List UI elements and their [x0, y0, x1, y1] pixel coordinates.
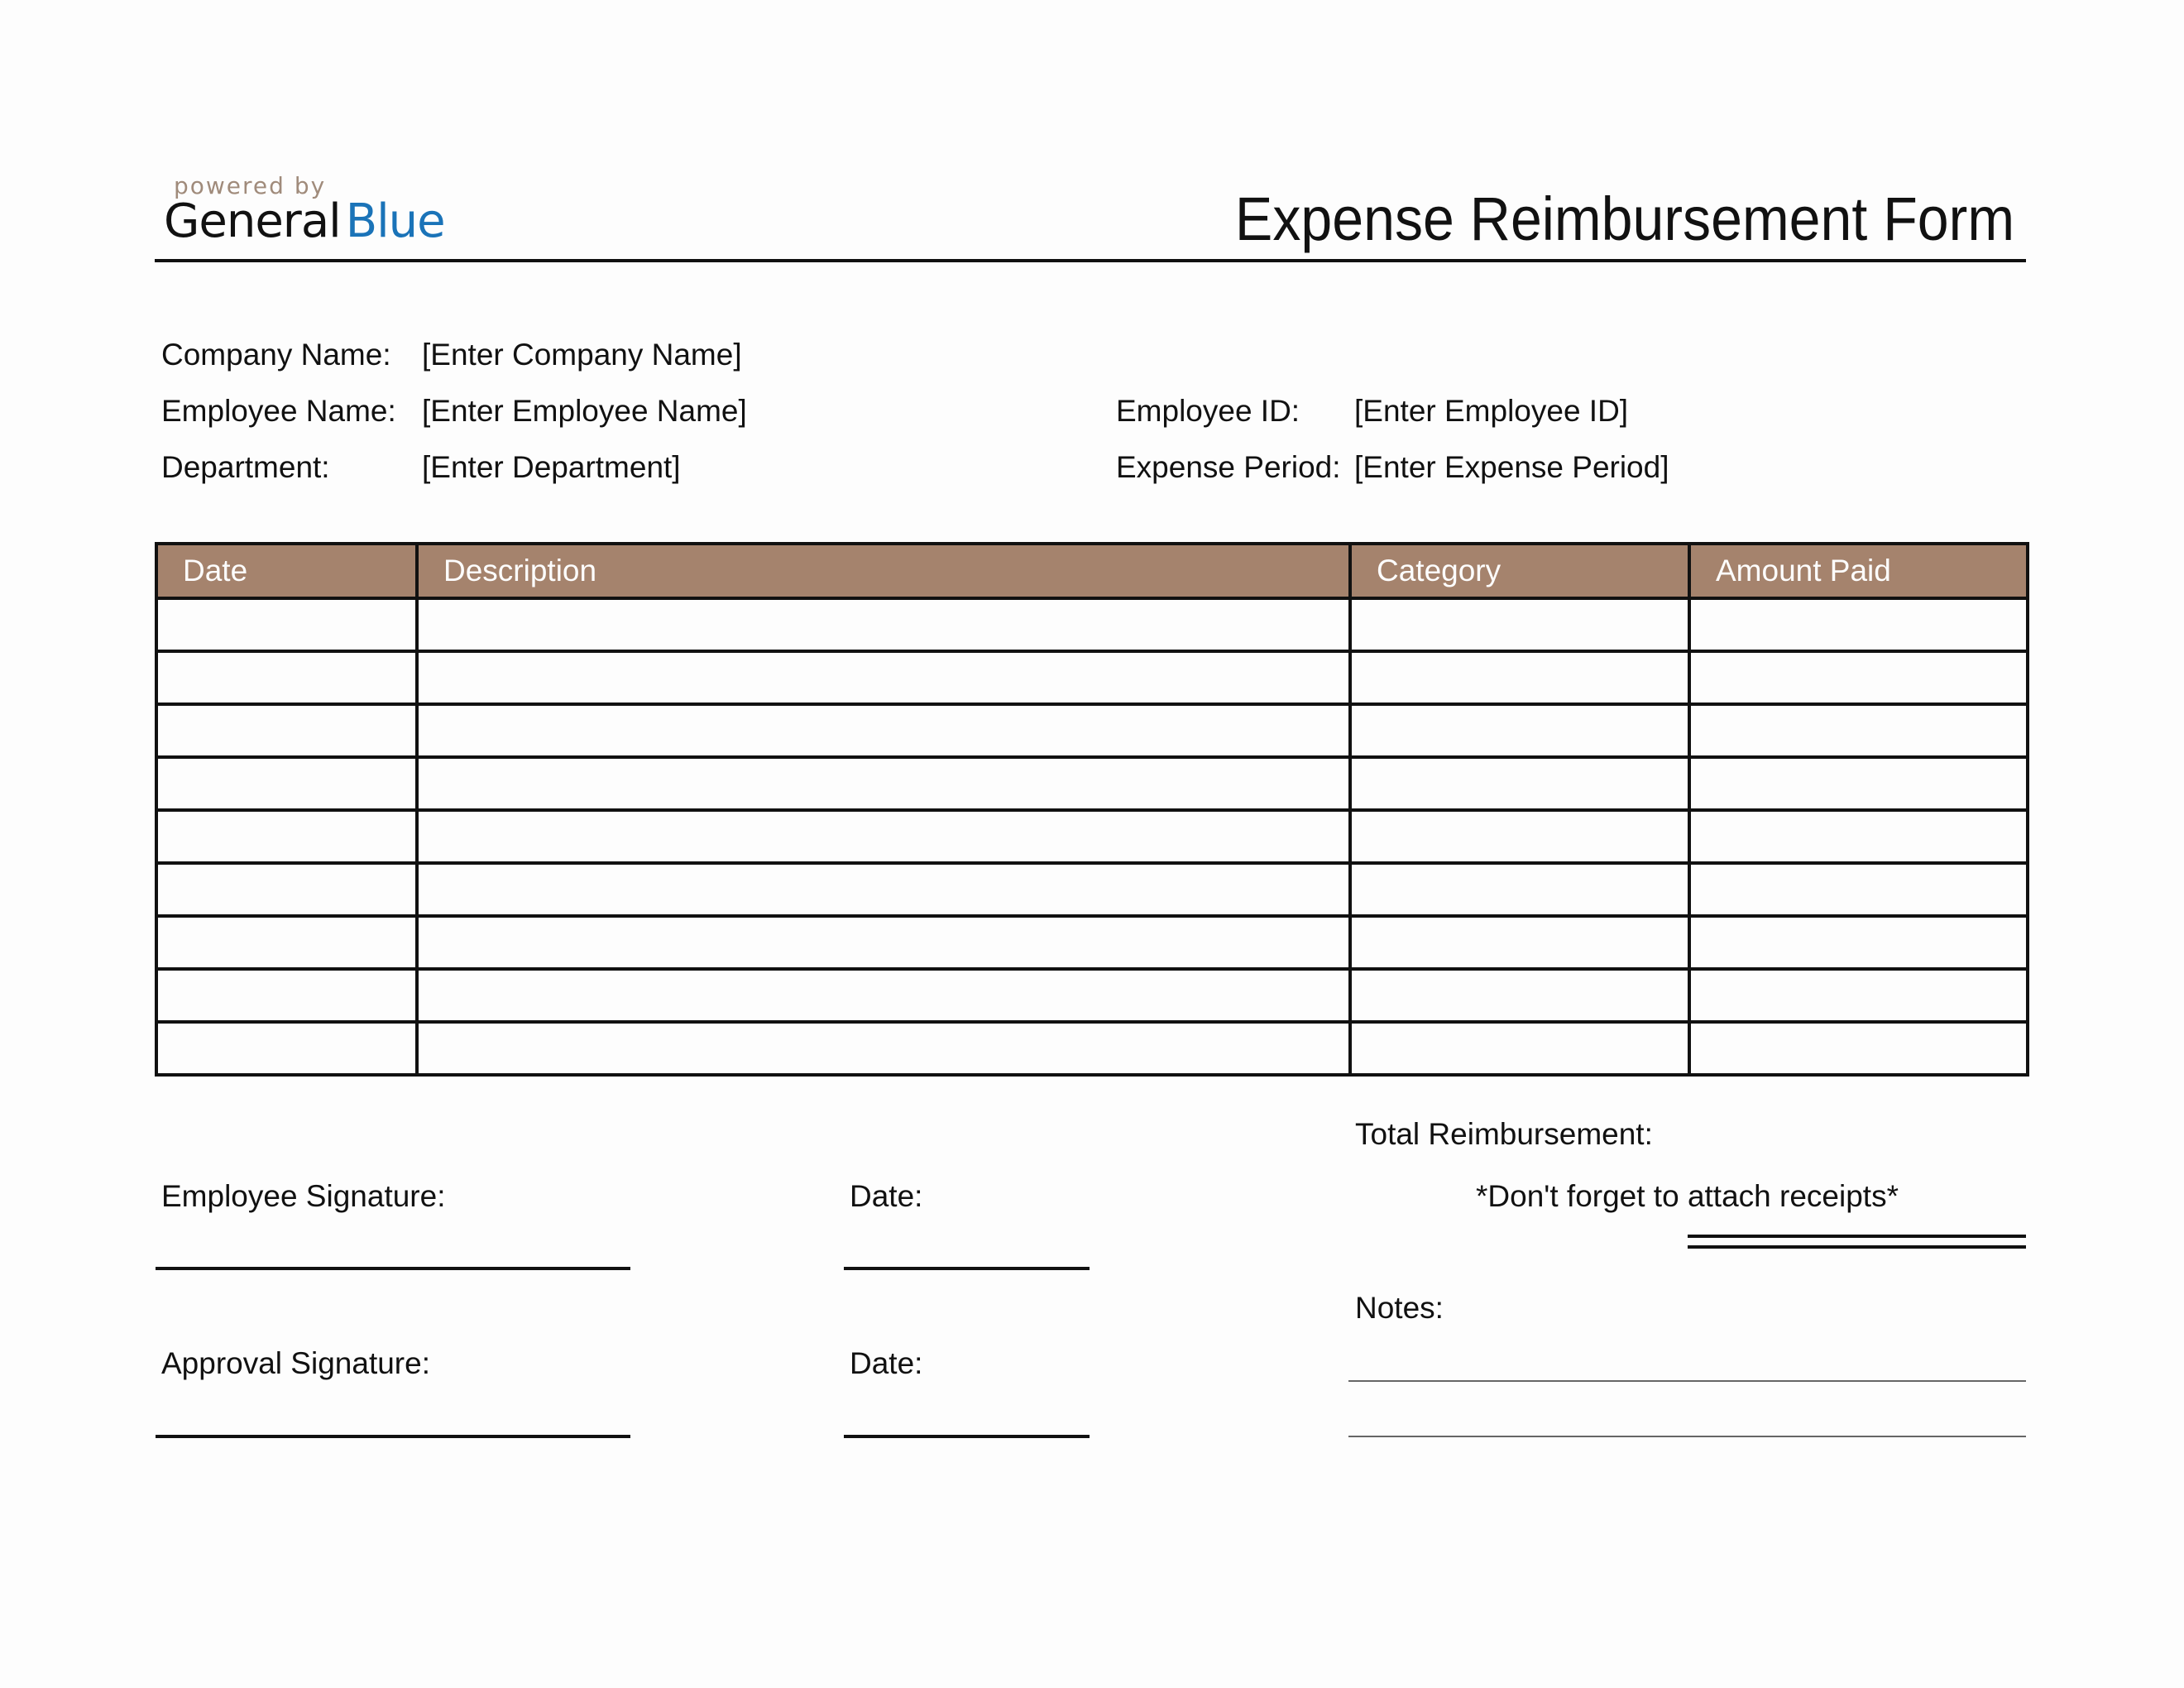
cell-category[interactable] [1350, 651, 1689, 704]
notes-line-2[interactable] [1348, 1436, 2026, 1437]
cell-description[interactable] [417, 757, 1350, 810]
cell-date[interactable] [156, 863, 417, 916]
cell-date[interactable] [156, 969, 417, 1022]
cell-description[interactable] [417, 704, 1350, 757]
cell-category[interactable] [1350, 598, 1689, 651]
department-label: Department: [161, 450, 330, 484]
notes-label: Notes: [1355, 1291, 1444, 1325]
company-name-label: Company Name: [161, 338, 391, 372]
table-row [156, 1022, 2028, 1075]
company-name-field[interactable]: [Enter Company Name] [422, 338, 742, 372]
generalblue-logo [164, 194, 445, 248]
table-row [156, 969, 2028, 1022]
table-row [156, 757, 2028, 810]
cell-description[interactable] [417, 916, 1350, 969]
cell-amount-paid[interactable] [1689, 704, 2028, 757]
cell-date[interactable] [156, 757, 417, 810]
cell-description[interactable] [417, 969, 1350, 1022]
employee-name-field[interactable]: [Enter Employee Name] [422, 394, 747, 428]
cell-amount-paid[interactable] [1689, 1022, 2028, 1075]
notes-line-1[interactable] [1348, 1380, 2026, 1382]
receipts-reminder: *Don't forget to attach receipts* [1476, 1179, 1899, 1213]
cell-date[interactable] [156, 810, 417, 863]
expense-table [155, 542, 2029, 1077]
cell-amount-paid[interactable] [1689, 757, 2028, 810]
table-row [156, 863, 2028, 916]
employee-name-label: Employee Name: [161, 394, 396, 428]
expense-period-field[interactable]: [Enter Expense Period] [1354, 450, 1669, 484]
logo-blue: Blue [345, 194, 445, 248]
cell-description[interactable] [417, 1022, 1350, 1075]
cell-amount-paid[interactable] [1689, 810, 2028, 863]
column-header-date: Date [156, 544, 417, 598]
column-header-description: Description [417, 544, 1350, 598]
table-header-row [156, 544, 2028, 598]
approval-date-label: Date: [850, 1346, 923, 1380]
table-row [156, 704, 2028, 757]
total-reimbursement-label: Total Reimbursement: [1355, 1117, 1653, 1151]
logo-general: General [164, 194, 341, 248]
powered-by-text: powered by [174, 172, 327, 199]
cell-date[interactable] [156, 704, 417, 757]
table-row [156, 810, 2028, 863]
cell-description[interactable] [417, 863, 1350, 916]
cell-amount-paid[interactable] [1689, 916, 2028, 969]
employee-signature-line[interactable] [156, 1267, 630, 1270]
department-field[interactable]: [Enter Department] [422, 450, 681, 484]
employee-date-line[interactable] [844, 1267, 1090, 1270]
cell-amount-paid[interactable] [1689, 863, 2028, 916]
employee-date-label: Date: [850, 1179, 923, 1213]
employee-id-field[interactable]: [Enter Employee ID] [1354, 394, 1629, 428]
column-header-amount-paid: Amount Paid [1689, 544, 2028, 598]
cell-category[interactable] [1350, 757, 1689, 810]
cell-category[interactable] [1350, 969, 1689, 1022]
approval-signature-label: Approval Signature: [161, 1346, 430, 1380]
cell-description[interactable] [417, 810, 1350, 863]
column-header-category: Category [1350, 544, 1689, 598]
cell-date[interactable] [156, 598, 417, 651]
cell-description[interactable] [417, 651, 1350, 704]
approval-date-line[interactable] [844, 1435, 1090, 1438]
employee-id-label: Employee ID: [1116, 394, 1300, 428]
approval-signature-line[interactable] [156, 1435, 630, 1438]
cell-amount-paid[interactable] [1689, 598, 2028, 651]
cell-category[interactable] [1350, 863, 1689, 916]
cell-category[interactable] [1350, 916, 1689, 969]
cell-date[interactable] [156, 1022, 417, 1075]
cell-description[interactable] [417, 598, 1350, 651]
employee-signature-label: Employee Signature: [161, 1179, 446, 1213]
cell-amount-paid[interactable] [1689, 651, 2028, 704]
total-double-line-top [1688, 1235, 2026, 1238]
cell-category[interactable] [1350, 810, 1689, 863]
cell-category[interactable] [1350, 1022, 1689, 1075]
total-double-line-bottom [1688, 1245, 2026, 1249]
cell-category[interactable] [1350, 704, 1689, 757]
cell-amount-paid[interactable] [1689, 969, 2028, 1022]
cell-date[interactable] [156, 651, 417, 704]
table-row [156, 651, 2028, 704]
table-row [156, 916, 2028, 969]
cell-date[interactable] [156, 916, 417, 969]
page-title: Expense Reimbursement Form [1234, 185, 2014, 253]
table-row [156, 598, 2028, 651]
expense-period-label: Expense Period: [1116, 450, 1341, 484]
header-divider [155, 259, 2026, 262]
